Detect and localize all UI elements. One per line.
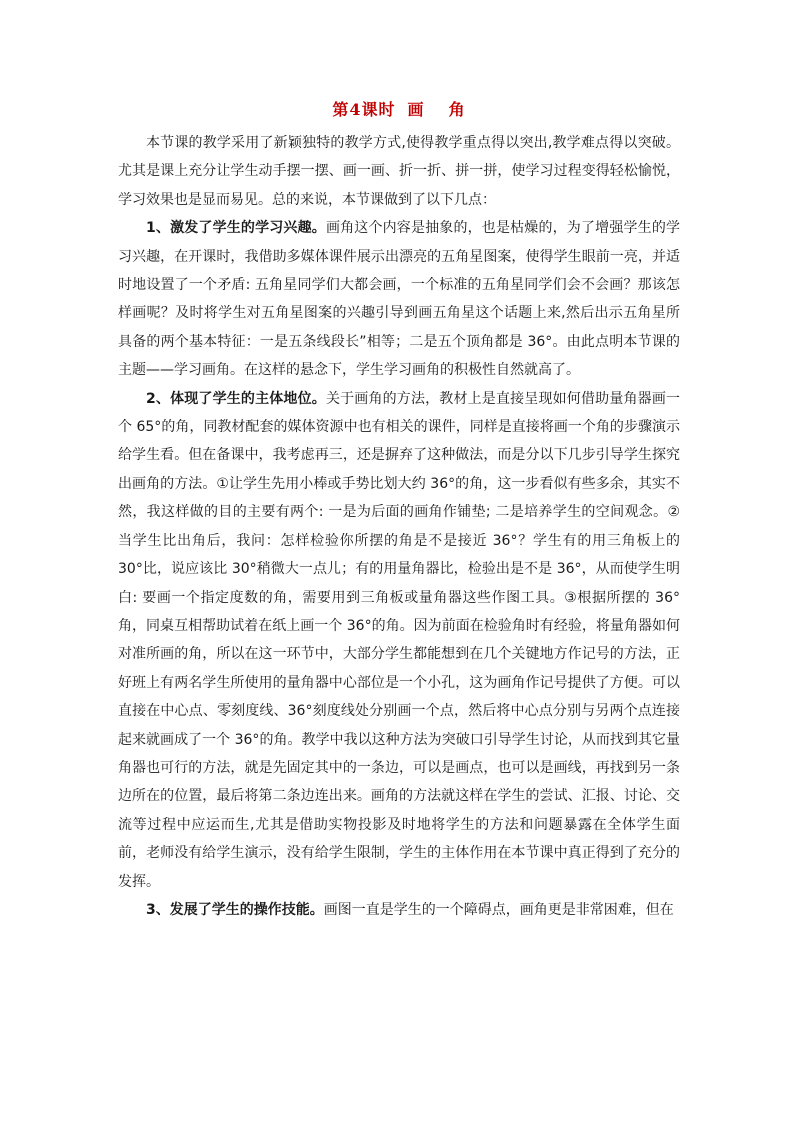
paragraph-point-2: [118, 385, 680, 896]
title-word-angle: 角: [448, 100, 466, 119]
paragraph-text: 画角这个内容是抽象的，也是枯燥的，为了增强学生的学习兴趣，在开课时，我借助多媒体课件展示出漂亮的五角星图案，使得学生眼前一亮，并适时地设置了一个矛盾: 五角星同学们大都会画，一个标准的五角星同学们会不会画？那该怎样画呢？及时将学生对五角星图案的兴趣引导到画五角星这个话题上来,然后出示五角星所具备的两个基本特征：一是五条线段长”相等；二是五个顶角都是 36°。由此点明本节课的主题——学习画角。在这样的悬念下，学生学习画角的积极性自然就高了。: [118, 220, 680, 379]
paragraph-lead: 2、体现了学生的主体地位。: [146, 390, 326, 407]
title-word-draw: 画: [407, 100, 425, 119]
paragraph-point-3: [118, 896, 680, 924]
paragraph-text: 本节课的教学采用了新颖独特的教学方式,使得教学重点得以突出,教学难点得以突破。尤其是课上充分让学生动手摆一摆、画一画、折一折、拼一拼，使学习过程变得轻松愉悦，学习效果也是显而易见。总的来说，本节课做到了以下几点：: [118, 135, 680, 208]
paragraph-text: 关于画角的方法，教材上是直接呈现如何借助量角器画一个 65°的角，同教材配套的媒体资源中也有相关的课件，同样是直接将画一个角的步骤演示给学生看。但在备课中，我考虑再三，还是摒弃了这种做法，而是分以下几步引导学生探究出画角的方法。①让学生先用小棒或手势比划大约 36°的角，这一步看似有些多余，其实不然，我这样做的目的主要有两个: 一是为后面的画角作铺垫; 二是培养学生的空间观念。②当学生比出角后，我问：怎样检验你所摆的角是不是接近 36°？学生有的用三角板上的 30°比，说应该比 30°稍微大一点儿；有的用量角器比，检验出是不是 36°，从而使学生明白: 要画一个指定度数的角，需要用到三角板或量角器这些作图工具。③根据所摆的 36°角，同桌互相帮助试着在纸上画一个 36°的角。因为前面在检验角时有经验，将量角器如何对准所画的角，所以在这一环节中，大部分学生都能想到在几个关键地方作记号的方法，正好班上有两名学生所使用的量角器中心部位是一个小孔，这为画角作记号提供了方便。可以直接在中心点、零刻度线、36°刻度线处分别画一个点，然后将中心点分别与另两个点连接起来就画成了一个 36°的角。教学中我以这种方法为突破口引导学生讨论，从而找到其它量角器也可行的方法，就是先固定其中的一条边，可以是画点，也可以是画线，再找到另一条边所在的位置，最后将第二条边连出来。画角的方法就这样在学生的尝试、汇报、讨论、交流等过程中应运而生,尤其是借助实物投影及时地将学生的方法和问题暴露在全体学生面前，老师没有给学生演示，没有给学生限制，学生的主体作用在本节课中真正得到了充分的发挥。: [118, 390, 680, 890]
paragraph-point-1: [118, 214, 680, 384]
paragraph-text: 画图一直是学生的一个障碍点，画角更是非常困难，但在: [323, 901, 674, 918]
paragraph-lead: 1、激发了学生的学习兴趣。: [146, 220, 326, 237]
page-title: [118, 100, 680, 120]
paragraph-lead: 3、发展了学生的操作技能。: [146, 901, 324, 918]
paragraph-intro: [118, 129, 680, 214]
document-page: [118, 100, 680, 924]
title-lesson-number: 第4课时: [332, 100, 396, 119]
